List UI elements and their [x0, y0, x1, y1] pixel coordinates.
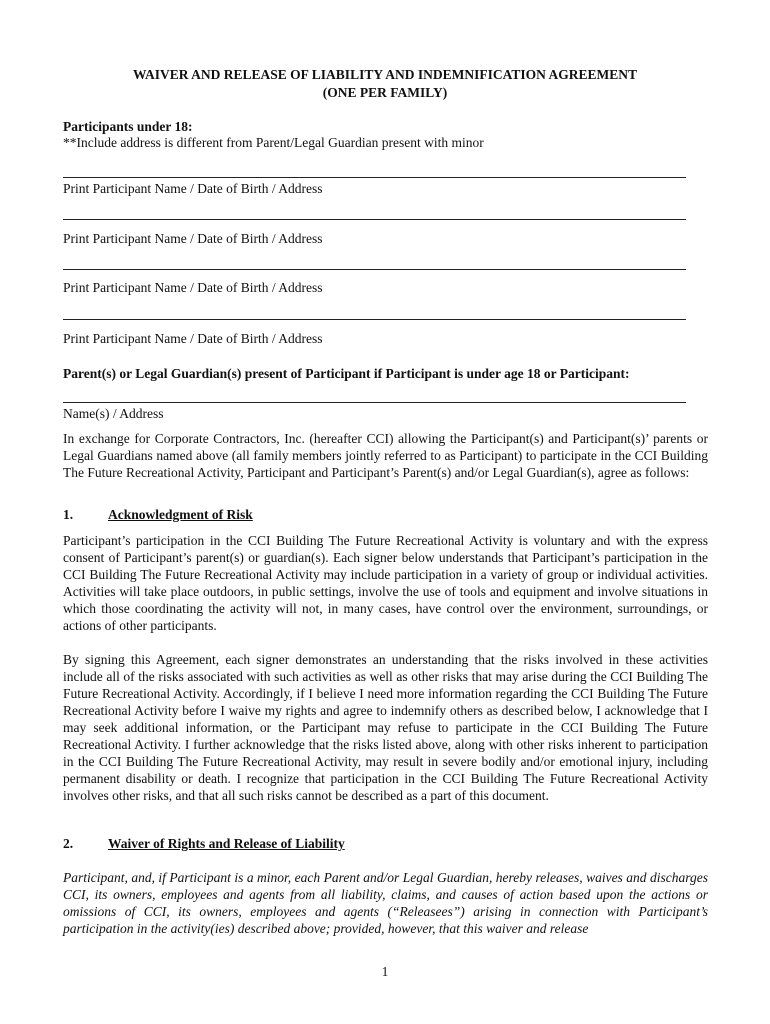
intro-paragraph: In exchange for Corporate Contractors, Inc. (hereafter CCI) allowing the Participant(s) and Participant(s)’ parents or Legal Guardians named above (all family members jointly referred to as Participant) to participate in the CCI Building The Future Recreational Activity, Participant and Participant’s Parent(s) and/or Legal Guardian(s), agree as follows: — [63, 431, 708, 480]
guardian-line[interactable] — [63, 402, 686, 403]
title-line-2: (ONE PER FAMILY) — [322, 85, 448, 100]
participant-line-1[interactable] — [63, 177, 686, 178]
title-line-1: WAIVER AND RELEASE OF LIABILITY AND INDEMNIFICATION AGREEMENT — [133, 67, 637, 82]
section-1-title: Acknowledgment of Risk — [108, 507, 253, 522]
guardian-line-label: Name(s) / Address — [63, 406, 164, 421]
participant-line-2[interactable] — [63, 219, 686, 220]
guardian-heading: Parent(s) or Legal Guardian(s) present of Participant if Participant is under age 18 or Participant: — [63, 366, 630, 381]
participants-heading: Participants under 18: — [63, 119, 193, 134]
participant-line-3-label: Print Participant Name / Date of Birth / Address — [63, 280, 323, 295]
section-1-paragraph-1: Participant’s participation in the CCI Building The Future Recreational Activity is voluntary and with the express consent of Participant’s parent(s) or guardian(s). Each signer below understands that Participant’s participation in the CCI Building The Future Recreational Activity may include participation in a variety of group or individual activities. Activities will take place outdoors, in public settings, involve the use of tools and equipment and involve situations in which those coordinating the activity will not, in many cases, have control over the environment, surroundings, or actions of other participants. — [63, 533, 708, 633]
section-2-paragraph-1: Participant, and, if Participant is a minor, each Parent and/or Legal Guardian, hereby releases, waives and discharges CCI, its owners, employees and agents from all liability, claims, and causes of action based upon the actions or omissions of CCI, its owners, employees and agents (“Releasees”) arising in connection with Participant’s participation in the activity(ies) described above; provided, however, that this waiver and release — [63, 870, 708, 936]
participant-line-3[interactable] — [63, 269, 686, 270]
section-2-title: Waiver of Rights and Release of Liability — [108, 836, 345, 851]
section-1-paragraph-2: By signing this Agreement, each signer demonstrates an understanding that the risks involved in these activities include all of the risks associated with such activities as well as other risks that may arise during the CCI Building The Future Recreational Activity. Accordingly, if I believe I need more information regarding the CCI Building The Future Recreational Activity before I waive my rights and agree to indemnify others as described below, I acknowledge that I may seek additional information, or the Participant may refuse to participate in the CCI Building The Future Recreational Activity. I further acknowledge that the risks listed above, along with other risks inherent to participation in the CCI Building The Future Recreational Activity, may result in severe bodily and/or emotional injury, including permanent disability or death. I recognize that participation in the CCI Building The Future Recreational Activity involves other risks, and that all such risks cannot be described as a part of this document. — [63, 652, 708, 803]
participant-line-1-label: Print Participant Name / Date of Birth / Address — [63, 181, 323, 196]
document-title — [62, 66, 708, 102]
section-2-number: 2. — [63, 836, 74, 851]
participant-line-4[interactable] — [63, 319, 686, 320]
page-number: 1 — [381, 964, 389, 979]
section-1-number: 1. — [63, 507, 74, 522]
participants-note: **Include address is different from Parent/Legal Guardian present with minor — [63, 135, 484, 150]
participant-line-4-label: Print Participant Name / Date of Birth / Address — [63, 331, 323, 346]
participant-line-2-label: Print Participant Name / Date of Birth / Address — [63, 231, 323, 246]
